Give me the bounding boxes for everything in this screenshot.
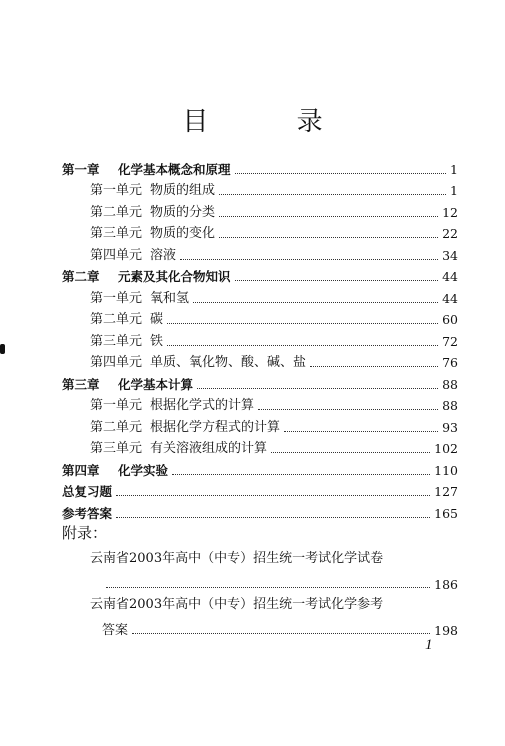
toc-entry-label — [90, 226, 215, 242]
toc-entry-page: 165 — [434, 505, 458, 521]
toc-entry-title: 单质、氧化物、酸、碱、盐 — [150, 355, 307, 370]
toc-entry-number: 第四单元 — [90, 355, 143, 370]
toc-entry-title: 化学基本计算 — [118, 376, 194, 392]
toc-entry-label — [62, 377, 193, 393]
toc-chapter-entry — [62, 500, 458, 522]
toc-unit-entry — [62, 328, 458, 350]
appendix-entry-page: 198 — [434, 623, 458, 638]
page-number: 1 — [425, 637, 433, 653]
toc-unit-entry — [62, 350, 458, 372]
appendix-entry-page: 186 — [434, 577, 458, 592]
dot-leader — [219, 215, 438, 217]
appendix-entry-title: 云南省2003年高中（中专）招生统一考试化学试卷 — [90, 551, 384, 566]
dot-leader — [167, 322, 438, 324]
toc-chapter-entry — [62, 371, 458, 393]
toc-unit-entry — [62, 436, 458, 458]
toc-list — [62, 156, 458, 522]
toc-entry-page: 22 — [442, 226, 458, 241]
dot-leader — [219, 193, 446, 195]
toc-chapter-entry — [62, 479, 458, 501]
toc-entry-label — [90, 205, 215, 221]
toc-entry-page: 76 — [442, 355, 458, 370]
dot-leader — [172, 473, 430, 475]
toc-entry-title: 物质的组成 — [150, 183, 216, 198]
toc-entry-title: 元素及其化合物知识 — [118, 269, 231, 284]
dot-leader — [193, 301, 438, 303]
toc-entry-label — [90, 441, 267, 457]
dot-leader — [116, 516, 430, 518]
toc-entry-label — [62, 162, 231, 178]
toc-unit-entry — [62, 393, 458, 415]
dot-leader — [106, 586, 430, 588]
toc-entry-title: 碳 — [150, 312, 164, 327]
toc-unit-entry — [62, 285, 458, 307]
toc-entry-number: 第二单元 — [90, 204, 143, 220]
toc-entry-title: 物质的变化 — [150, 226, 216, 241]
toc-unit-entry — [62, 414, 458, 436]
toc-entry-label — [90, 420, 280, 436]
toc-entry-label — [90, 248, 176, 264]
toc-entry-number: 第四单元 — [90, 247, 143, 263]
toc-entry-page: 102 — [434, 441, 458, 456]
toc-entry-page: 44 — [442, 269, 458, 284]
toc-entry-number: 第三单元 — [90, 226, 143, 241]
appendix-entry-leader — [90, 616, 458, 638]
toc-entry-title: 铁 — [150, 333, 164, 349]
toc-entry-page: 88 — [442, 376, 458, 392]
toc-entry-title: 有关溶液组成的计算 — [150, 441, 268, 456]
toc-entry-page: 110 — [434, 462, 458, 478]
dot-leader — [219, 236, 438, 238]
toc-entry-title: 氧和氢 — [150, 290, 190, 306]
toc-entry-page: 34 — [442, 247, 458, 263]
toc-entry-page: 60 — [442, 312, 458, 327]
toc-entry-page: 12 — [442, 204, 458, 220]
toc-unit-entry — [62, 221, 458, 243]
toc-entry-number: 第二单元 — [90, 312, 143, 327]
appendix-entry-continuation: 答案 — [102, 623, 129, 638]
toc-entry-title: 总复习题 — [62, 484, 113, 499]
toc-entry-label — [90, 355, 306, 371]
dot-leader — [310, 365, 438, 367]
toc-entry-title: 溶液 — [150, 247, 177, 263]
toc-entry-page: 1 — [450, 161, 458, 177]
toc-unit-entry — [62, 307, 458, 329]
dot-leader — [284, 430, 438, 432]
toc-entry-page: 93 — [442, 419, 458, 435]
toc-entry-page: 127 — [434, 484, 458, 499]
toc-entry-label — [90, 312, 163, 328]
toc-entry-label — [90, 334, 163, 350]
toc-entry-number: 第二单元 — [90, 419, 143, 435]
dot-leader — [167, 344, 438, 346]
toc-entry-title: 化学实验 — [118, 462, 169, 478]
toc-entry-number: 第四章 — [62, 462, 100, 478]
toc-entry-title: 参考答案 — [62, 505, 113, 521]
dot-leader — [235, 279, 439, 281]
toc-entry-label — [90, 291, 189, 307]
dot-leader — [180, 258, 438, 260]
toc-chapter-entry — [62, 156, 458, 178]
appendix-label: 附录： — [62, 524, 108, 542]
toc-entry-label — [90, 183, 215, 199]
toc-entry-page: 1 — [450, 183, 458, 198]
toc-entry-label — [62, 484, 112, 500]
toc-entry-number: 第三单元 — [90, 333, 143, 349]
dot-leader — [258, 408, 438, 410]
dot-leader — [116, 494, 430, 496]
toc-entry-label — [62, 506, 112, 522]
toc-entry-number: 第一单元 — [90, 398, 143, 413]
page-title: 目 录 — [182, 107, 363, 137]
dot-leader — [197, 387, 438, 389]
toc-entry-page: 72 — [442, 333, 458, 349]
appendix-entry-leader — [90, 570, 458, 592]
dot-leader — [271, 451, 430, 453]
appendix-entry-title: 云南省2003年高中（中专）招生统一考试化学参考 — [90, 597, 384, 612]
toc-entry-page: 44 — [442, 290, 458, 306]
toc-entry-number: 第一单元 — [90, 183, 143, 198]
appendix-entry — [90, 548, 458, 592]
toc-entry-number: 第三章 — [62, 376, 100, 392]
dot-leader — [132, 632, 430, 634]
dot-leader — [235, 172, 447, 174]
toc-entry-label — [62, 463, 168, 479]
toc-entry-title: 根据化学方程式的计算 — [150, 419, 281, 435]
toc-entry-number: 第一章 — [62, 161, 100, 177]
toc-chapter-entry — [62, 457, 458, 479]
toc-entry-number: 第一单元 — [90, 290, 143, 306]
toc-unit-entry — [62, 242, 458, 264]
toc-entry-number: 第三单元 — [90, 441, 143, 456]
scan-speck — [0, 344, 5, 354]
toc-unit-entry — [62, 199, 458, 221]
toc-entry-label — [90, 398, 254, 414]
toc-entry-number: 第二章 — [62, 269, 100, 284]
toc-entry-title: 根据化学式的计算 — [150, 398, 255, 413]
toc-entry-title: 物质的分类 — [150, 204, 216, 220]
toc-entry-page: 88 — [442, 398, 458, 413]
appendix-entry — [90, 594, 458, 638]
toc-entry-title: 化学基本概念和原理 — [118, 161, 231, 177]
toc-chapter-entry — [62, 264, 458, 286]
toc-unit-entry — [62, 178, 458, 200]
toc-entry-label — [62, 269, 231, 285]
